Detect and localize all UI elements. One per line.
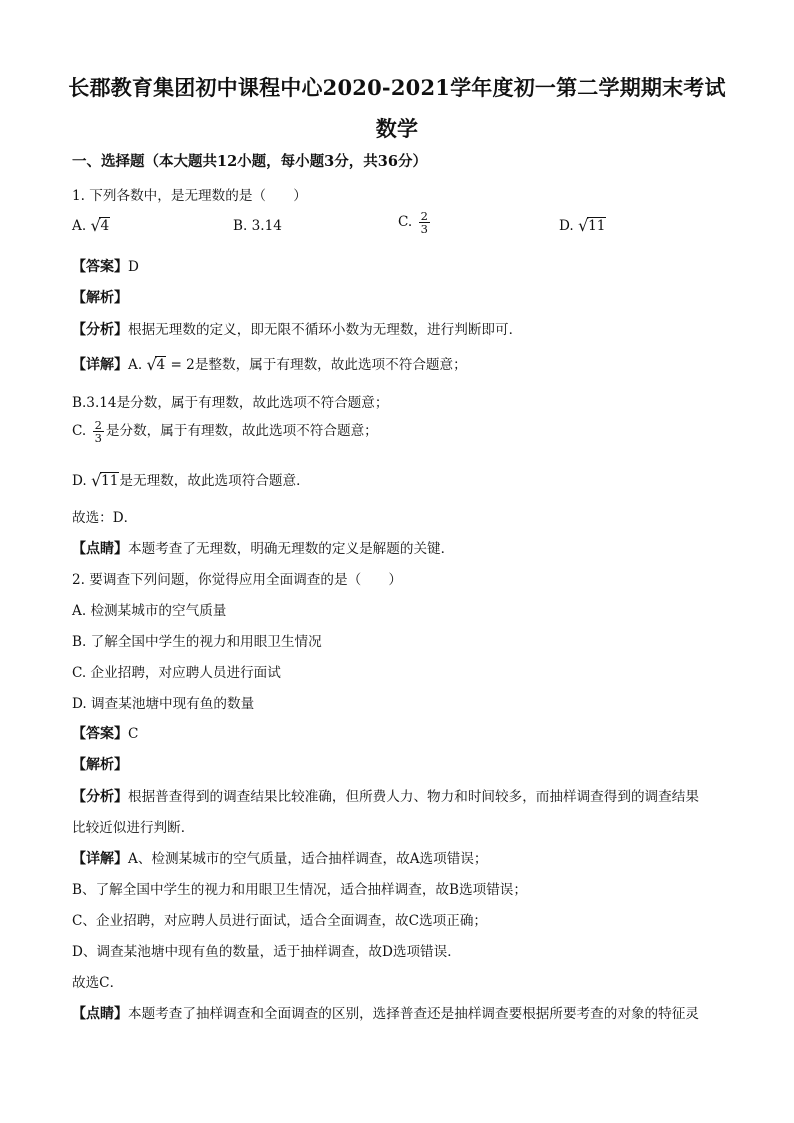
q2-option-b: B. 了解全国中学生的视力和用眼卫生情况 bbox=[72, 634, 322, 650]
q1-detail-a-sqrt: √ 4 bbox=[146, 355, 166, 374]
q1-detail-c-numerator: 2 bbox=[94, 418, 102, 432]
q2-fenxi-line1 bbox=[72, 785, 699, 806]
q1-stem: 1. 下列各数中，是无理数的是（ ） bbox=[72, 188, 307, 204]
q1-option-a-sqrt: √ 4 bbox=[90, 216, 110, 235]
q1-option-d-letter: D. bbox=[559, 218, 574, 234]
q1-detail-a-radicand: 4 bbox=[156, 357, 166, 373]
q2-xiangjie-label: 【详解】 bbox=[72, 851, 128, 867]
q1-answer bbox=[72, 256, 139, 276]
q1-answer-value: D bbox=[128, 259, 139, 275]
q1-detail-d bbox=[72, 469, 310, 489]
q2-dianjing-text: 本题考查了抽样调查和全面调查的区别，选择普查还是抽样调查要根据所要考查的对象的特征灵 bbox=[128, 1006, 699, 1022]
q1-detail-d-suffix: 是无理数，故此选项符合题意． bbox=[119, 473, 310, 489]
q1-fenxi bbox=[72, 318, 522, 339]
q1-option-c-denominator: 3 bbox=[420, 222, 428, 236]
q1-option-a-letter: A. bbox=[72, 218, 87, 234]
q1-answer-label: 【答案】 bbox=[72, 259, 128, 275]
q2-fenxi-line2: 比较近似进行判断． bbox=[72, 820, 195, 836]
section-heading: 一、选择题（本大题共12小题，每小题3分，共36分） bbox=[72, 153, 427, 170]
q2-fenxi-text1: 根据普查得到的调查结果比较准确，但所费人力、物力和时间较多，而抽样调查得到的调查结果 bbox=[128, 789, 699, 805]
q1-fenxi-label: 【分析】 bbox=[72, 322, 128, 338]
q1-option-d-sqrt: √ 11 bbox=[578, 216, 606, 235]
q2-option-d: D. 调查某池塘中现有鱼的数量 bbox=[72, 696, 255, 712]
exam-subject: 数学 bbox=[375, 116, 419, 141]
q2-detail-b: B、了解全国中学生的视力和用眼卫生情况，适合抽样调查，故B选项错误； bbox=[72, 882, 527, 898]
q1-analysis-label: 【解析】 bbox=[72, 290, 128, 306]
q2-option-a: A. 检测某城市的空气质量 bbox=[72, 603, 227, 619]
q1-option-c-numerator: 2 bbox=[420, 209, 428, 223]
q1-option-c bbox=[398, 210, 432, 235]
q1-option-b: B. 3.14 bbox=[233, 218, 282, 234]
q1-option-d bbox=[559, 218, 606, 234]
q1-detail-d-radicand: 11 bbox=[101, 473, 119, 489]
q2-analysis-label: 【解析】 bbox=[72, 757, 128, 773]
q2-answer-value: C bbox=[128, 726, 139, 742]
q1-detail-a-suffix: 是整数，属于有理数，故此选项不符合题意； bbox=[194, 357, 467, 373]
q2-conclusion: 故选C． bbox=[72, 975, 124, 991]
q1-detail-d-sqrt: √ 11 bbox=[91, 471, 119, 490]
q2-fenxi-label: 【分析】 bbox=[72, 789, 128, 805]
q2-dianjing bbox=[72, 1002, 699, 1023]
q1-dianjing-text: 本题考查了无理数，明确无理数的定义是解题的关键． bbox=[128, 541, 455, 557]
q1-detail-c-prefix: C. bbox=[72, 423, 87, 439]
q1-fenxi-text: 根据无理数的定义，即无限不循环小数为无理数，进行判断即可． bbox=[128, 322, 523, 338]
q1-detail-c bbox=[72, 419, 378, 444]
q2-option-c: C. 企业招聘，对应聘人员进行面试 bbox=[72, 665, 281, 681]
q1-conclusion: 故选：D． bbox=[72, 510, 138, 526]
q1-detail-d-prefix: D. bbox=[72, 473, 87, 489]
q1-detail-a-eq: = 2 bbox=[170, 357, 195, 373]
q1-detail-c-denominator: 3 bbox=[94, 431, 102, 445]
q1-option-d-radicand: 11 bbox=[588, 218, 606, 234]
q1-option-a bbox=[72, 218, 110, 234]
q2-detail-a bbox=[72, 847, 487, 868]
q1-xiangjie-label: 【详解】 bbox=[72, 357, 128, 373]
q2-detail-d: D、调查某池塘中现有鱼的数量，适于抽样调查，故D选项错误． bbox=[72, 944, 461, 960]
q2-stem: 2. 要调查下列问题，你觉得应用全面调查的是（ ） bbox=[72, 572, 402, 588]
q1-option-a-radicand: 4 bbox=[100, 218, 110, 234]
q2-answer-label: 【答案】 bbox=[72, 726, 128, 742]
q1-option-c-fraction bbox=[419, 210, 430, 235]
q1-dianjing bbox=[72, 537, 454, 558]
q2-dianjing-label: 【点睛】 bbox=[72, 1006, 128, 1022]
q2-detail-a-text: A、检测某城市的空气质量，适合抽样调查，故A选项错误； bbox=[128, 851, 488, 867]
q1-detail-a bbox=[72, 353, 467, 374]
q1-detail-c-suffix: 是分数，属于有理数，故此选项不符合题意； bbox=[105, 423, 378, 439]
q1-detail-c-fraction bbox=[93, 419, 104, 444]
q1-option-c-letter: C. bbox=[398, 214, 413, 230]
q1-dianjing-label: 【点睛】 bbox=[72, 541, 128, 557]
q2-answer bbox=[72, 723, 138, 743]
q1-detail-b: B.3.14是分数，属于有理数，故此选项不符合题意； bbox=[72, 395, 389, 411]
exam-title: 长郡教育集团初中课程中心2020-2021学年度初一第二学期期末考试 bbox=[68, 75, 726, 100]
q2-detail-c: C、企业招聘，对应聘人员进行面试，适合全面调查，故C选项正确； bbox=[72, 913, 488, 929]
q1-detail-a-prefix: A. bbox=[128, 357, 143, 373]
